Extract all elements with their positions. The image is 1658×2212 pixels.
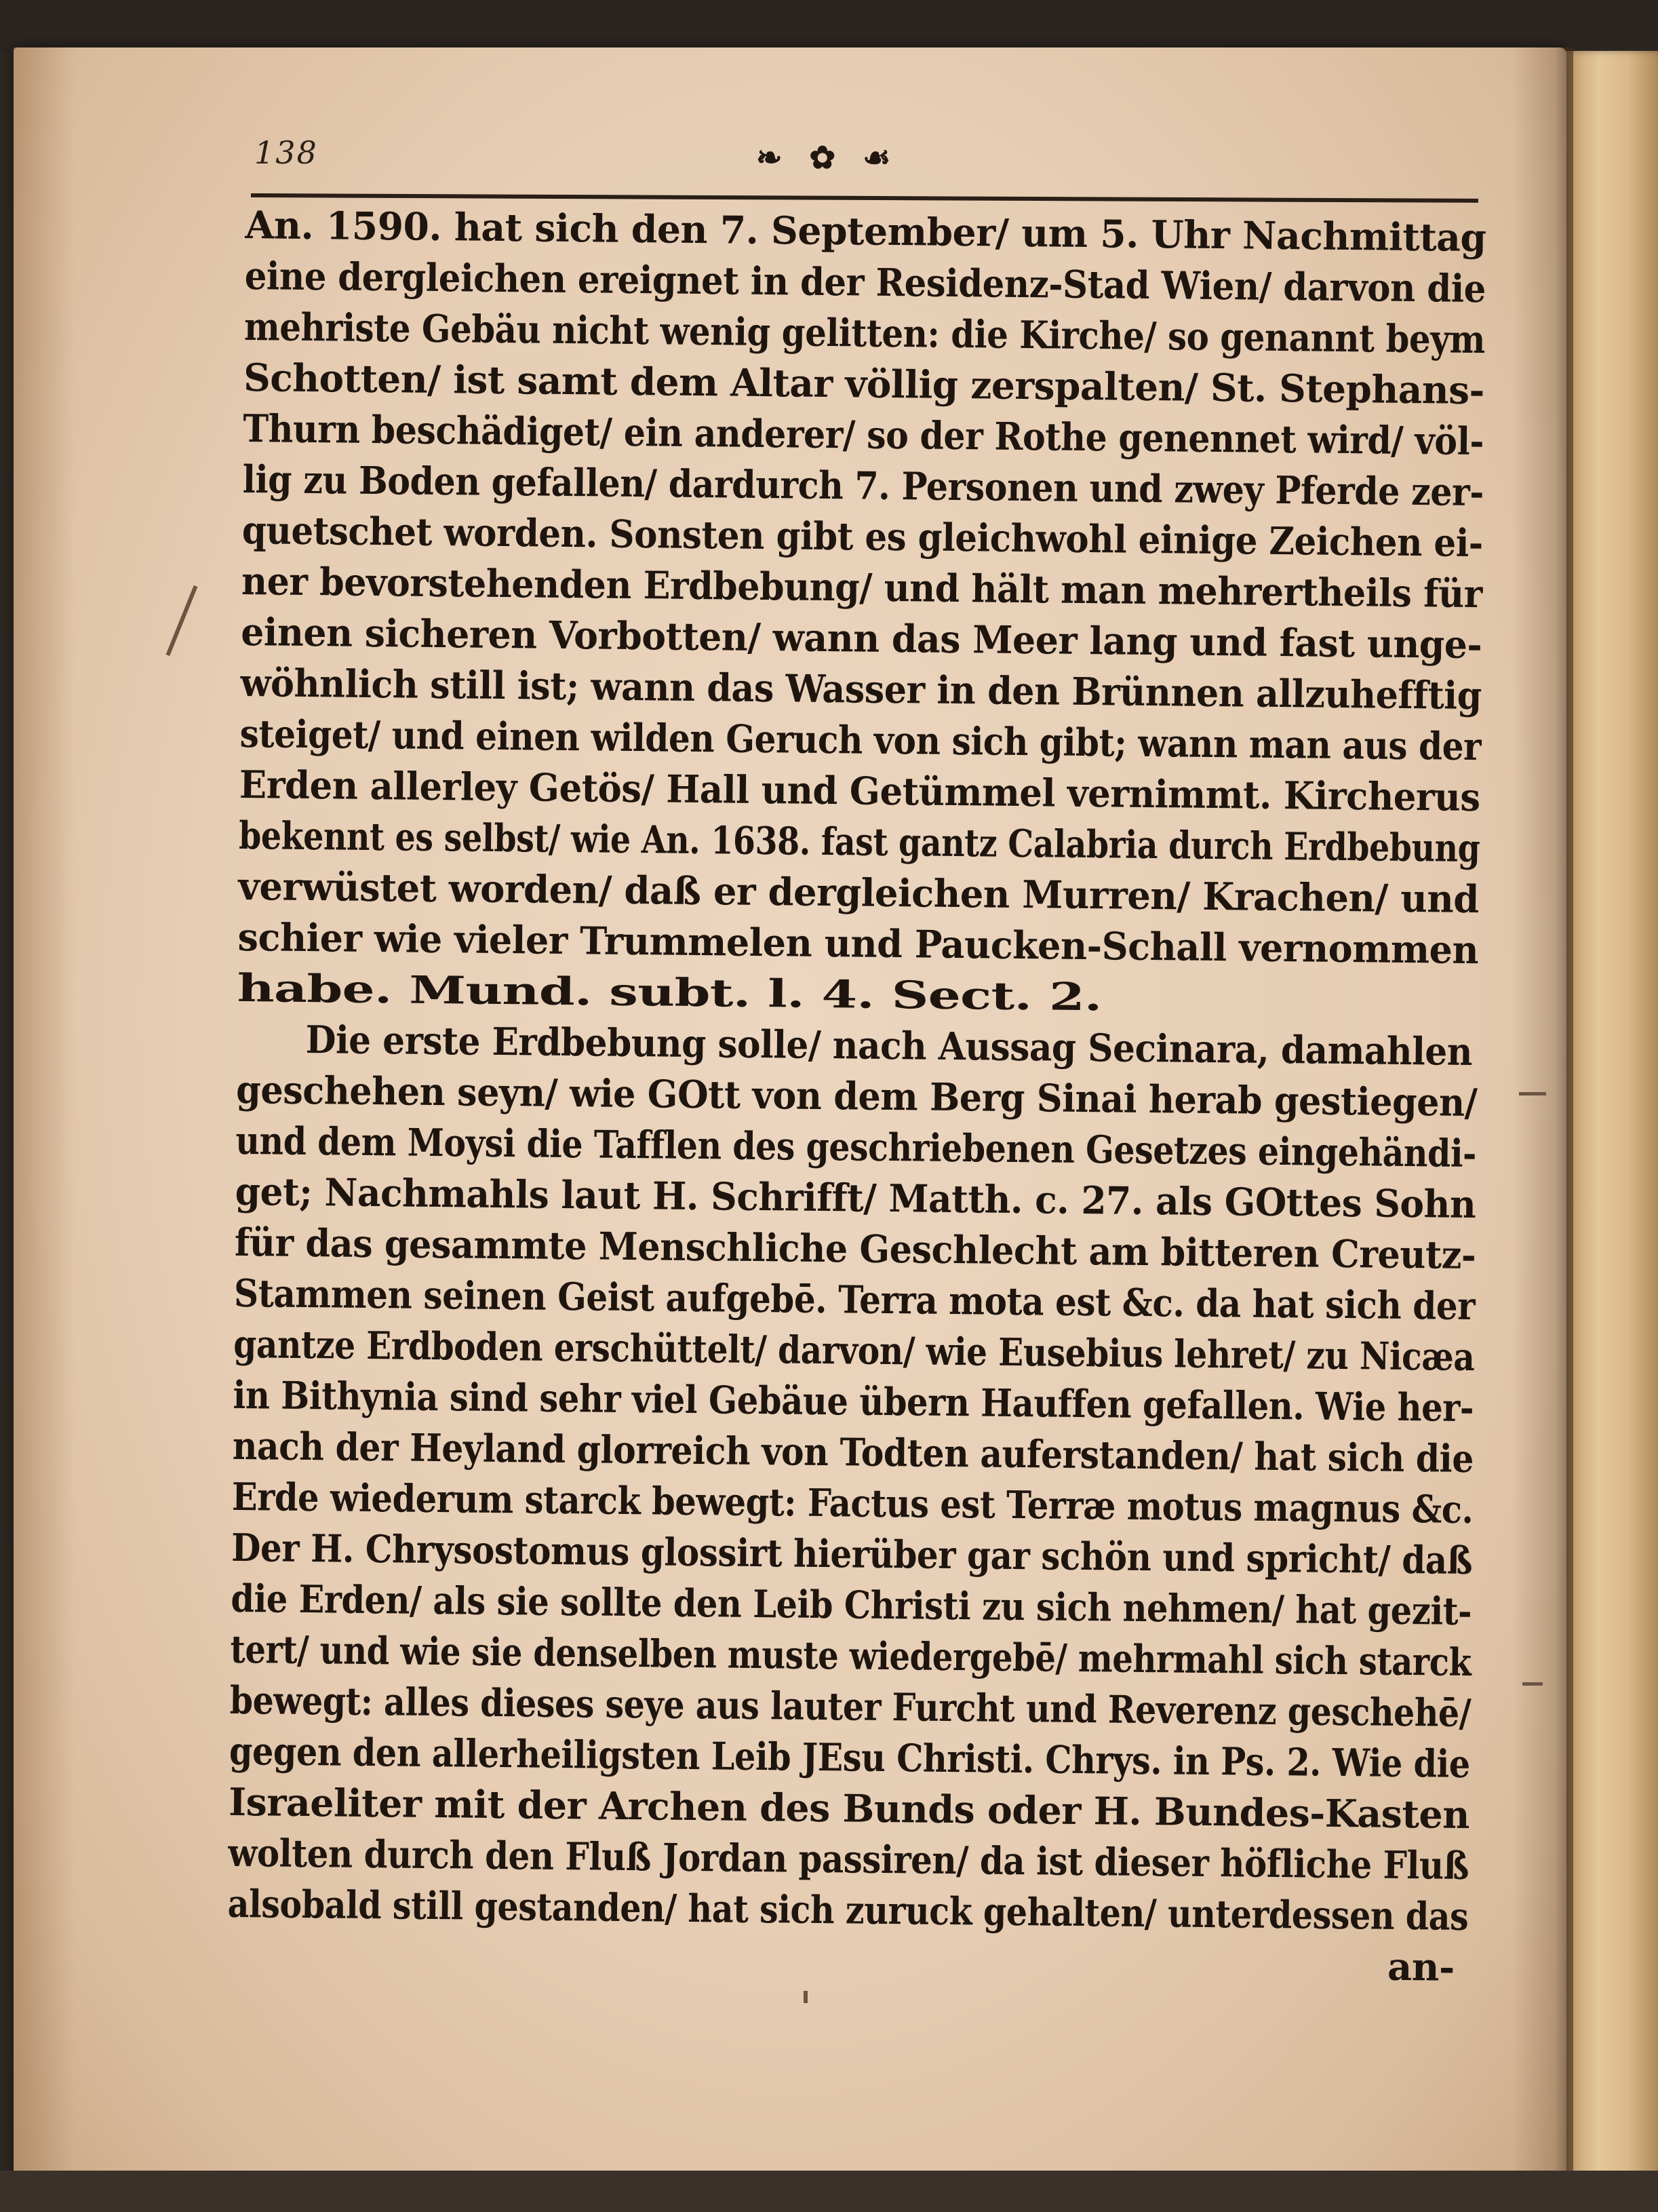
- text-line: Schotten/ ist samt dem Altar völlig zerspalten/ St. Stephans-: [243, 355, 1485, 414]
- text-line: und dem Moysi die Tafflen des geschriebenen Gesetzes eingehändi-: [235, 1118, 1477, 1177]
- text-line: get; Nachmahls laut H. Schrifft/ Matth. c. 27. als GOttes Sohn: [235, 1169, 1476, 1228]
- ink-speck: [804, 1991, 808, 2003]
- text-line: An. 1590. hat sich den 7. September/ um 5. Uhr Nachmittag: [245, 202, 1486, 261]
- text-line: die Erden/ als sie sollte den Leib Christi zu sich nehmen/ hat gezit-: [231, 1576, 1472, 1635]
- text-line: Erde wiederum starck bewegt: Factus est Terræ motus magnus &c.: [231, 1474, 1474, 1533]
- gutter-shadow: [1512, 47, 1573, 2184]
- margin-mark: [1519, 1092, 1546, 1095]
- text-line: einen sicheren Vorbotten/ wann das Meer lang und fast unge-: [240, 609, 1482, 668]
- text-line: bekennt es selbst/ wie An. 1638. fast gantz Calabria durch Erdbebung: [238, 813, 1480, 872]
- text-line: Erden allerley Getös/ Hall und Getümmel vernimmt. Kircherus: [239, 762, 1480, 821]
- text-line: lig zu Boden gefallen/ dardurch 7. Personen und zwey Pferde zer-: [242, 457, 1484, 516]
- text-line: gegen den allerheiligsten Leib JEsu Christi. Chrys. in Ps. 2. Wie die: [229, 1728, 1471, 1787]
- text-line: geschehen seyn/ wie GOtt von dem Berg Sinai herab gestiegen/: [235, 1067, 1478, 1126]
- text-line: nach der Heyland glorreich von Todten auferstanden/ hat sich die: [232, 1423, 1474, 1482]
- text-line: Der H. Chrysostomus glossirt hierüber gar schön und spricht/ daß: [231, 1525, 1473, 1584]
- text-line: Stammen seinen Geist aufgebē. Terra mota est &c. da hat sich der: [233, 1270, 1476, 1330]
- page-number: 138: [254, 134, 318, 171]
- margin-mark: [1522, 1682, 1543, 1686]
- text-line: alsobald still gestanden/ hat sich zuruck gehalten/ unterdessen das: [227, 1881, 1469, 1940]
- text-line: gantze Erdboden erschüttelt/ darvon/ wie Eusebius lehret/ zu Nicæa: [233, 1321, 1475, 1380]
- text-line: mehriste Gebäu nicht wenig gelitten: die Kirche/ so genannt beym: [243, 304, 1486, 363]
- text-line: tert/ und wie sie denselben muste wiedergebē/ mehrmahl sich starck: [230, 1627, 1472, 1686]
- text-line: eine dergleichen ereignet in der Residenz-Stad Wien/ darvon die: [244, 253, 1486, 312]
- text-line: schier wie vieler Trummelen und Paucken-Schall vernommen: [237, 914, 1479, 973]
- header-ornament: ❧ ✿ ☙: [756, 139, 899, 176]
- text-line: habe. Mund. subt. l. 4. Sect. 2.: [237, 965, 1102, 1020]
- text-line: ner bevorstehenden Erdbebung/ und hält man mehrertheils für: [241, 558, 1483, 617]
- text-line: verwüstet worden/ daß er dergleichen Murren/ Krachen/ und: [238, 864, 1480, 923]
- page-stack-edge: [1560, 51, 1658, 2181]
- text-line: bewegt: alles dieses seye aus lauter Furcht und Reverenz geschehē/: [229, 1677, 1472, 1736]
- body-text: [227, 200, 1486, 1994]
- text-line: in Bithynia sind sehr viel Gebäue übern Hauffen gefallen. Wie her-: [233, 1372, 1474, 1431]
- catchword: an-: [1387, 1944, 1455, 1990]
- scan-background-top: [0, 0, 1658, 54]
- text-line: wolten durch den Fluß Jordan passiren/ da ist dieser höfliche Fluß: [228, 1830, 1469, 1889]
- page-worn-edge: [14, 47, 75, 2184]
- paragraph-start-line: Die erste Erdbebung solle/ nach Aussag Secinara, damahlen: [305, 1017, 1473, 1075]
- text-line: wöhnlich still ist; wann das Wasser in den Brünnen allzuhefftig: [240, 660, 1482, 719]
- text-line: für das gesammte Menschliche Geschlecht am bitteren Creutz-: [234, 1220, 1476, 1279]
- text-line: quetschet worden. Sonsten gibt es gleichwohl einige Zeichen ei-: [241, 507, 1484, 566]
- text-line: Thurn beschädiget/ ein anderer/ so der Rothe genennet wird/ völ-: [243, 406, 1484, 465]
- text-line: steiget/ und einen wilden Geruch von sich gibt; wann man aus der: [239, 711, 1482, 770]
- text-line: Israeliter mit der Archen des Bunds oder H. Bundes-Kasten: [228, 1779, 1470, 1838]
- scan-background-bottom: [0, 2171, 1658, 2212]
